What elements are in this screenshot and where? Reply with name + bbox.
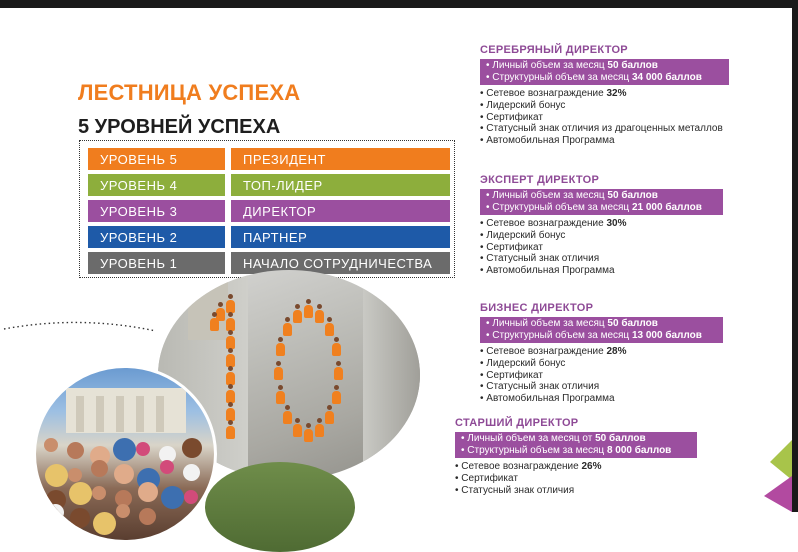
benefit-item: • Сертификат: [480, 111, 543, 123]
level-name: ПРЕЗИДЕНТ: [231, 148, 450, 170]
person-head: [334, 385, 339, 390]
person-head: [306, 423, 311, 428]
person-figure: [325, 411, 334, 424]
person-figure: [274, 367, 283, 380]
person-head: [228, 420, 233, 425]
person-figure: [325, 323, 334, 336]
person-figure: [210, 318, 219, 331]
person-figure: [315, 310, 324, 323]
person-head: [317, 304, 322, 309]
level-name: ДИРЕКТОР: [231, 200, 450, 222]
network-reward: • Сетевое вознаграждение 28%: [480, 346, 627, 357]
level-number: УРОВЕНЬ 1: [88, 252, 225, 274]
person-figure: [315, 424, 324, 437]
benefits-list: [480, 346, 723, 405]
crowd-photo-image: [33, 365, 217, 543]
person-head: [306, 299, 311, 304]
personal-volume: • Личный объем за месяц от 50 баллов: [461, 433, 646, 444]
person-figure: [293, 310, 302, 323]
volume-box: [480, 59, 729, 85]
benefit-item: • Сертификат: [480, 369, 543, 381]
person-head: [285, 405, 290, 410]
person-figure: [283, 323, 292, 336]
person-figure: [334, 367, 343, 380]
level-row-2: [88, 226, 454, 248]
person-figure: [332, 343, 341, 356]
person-figure: [276, 343, 285, 356]
benefit-item: • Статусный знак отличия из драгоценных металлов: [480, 123, 723, 135]
crowd-figure: [45, 464, 68, 487]
personal-volume: • Личный объем за месяц 50 баллов: [486, 318, 658, 329]
network-reward: • Сетевое вознаграждение 30%: [480, 218, 627, 229]
level-number: УРОВЕНЬ 3: [88, 200, 225, 222]
director-block-silver: [480, 44, 729, 147]
person-head: [228, 312, 233, 317]
person-figure: [304, 305, 313, 318]
crowd-figure: [138, 482, 158, 502]
level-row-4: [88, 174, 454, 196]
person-head: [212, 312, 217, 317]
level-name: ТОП-ЛИДЕР: [231, 174, 450, 196]
level-name: ПАРТНЕР: [231, 226, 450, 248]
person-head: [278, 385, 283, 390]
structural-volume: • Структурный объем за месяц 13 000 баллов: [486, 329, 702, 341]
level-name: НАЧАЛО СОТРУДНИЧЕСТВА: [231, 252, 450, 274]
person-head: [228, 384, 233, 389]
volume-box: [455, 432, 697, 458]
person-head: [336, 361, 341, 366]
network-reward: • Сетевое вознаграждение 26%: [455, 461, 602, 472]
crowd-figure: [183, 464, 200, 481]
crowd-figure: [69, 482, 92, 505]
person-head: [285, 317, 290, 322]
benefits-list: [480, 218, 723, 277]
crowd-figure: [44, 438, 58, 452]
crowd-figure: [68, 468, 82, 482]
person-head: [278, 337, 283, 342]
crowd-figure: [136, 442, 150, 456]
nature-photo-image: [205, 462, 355, 552]
person-head: [228, 330, 233, 335]
benefit-item: • Лидерский бонус: [480, 357, 566, 369]
director-title: СЕРЕБРЯНЫЙ ДИРЕКТОР: [480, 44, 628, 56]
crowd-figure: [47, 504, 64, 521]
structural-volume: • Структурный объем за месяц 34 000 баллов: [486, 71, 702, 83]
crowd-figure: [139, 508, 156, 525]
dotted-arc-decoration: [0, 317, 160, 337]
director-block-senior: [455, 417, 697, 496]
level-row-3: [88, 200, 454, 222]
crowd-figure: [184, 490, 198, 504]
person-figure: [304, 429, 313, 442]
structural-volume: • Структурный объем за месяц 8 000 баллов: [461, 444, 672, 456]
person-figure: [276, 391, 285, 404]
person-head: [327, 405, 332, 410]
page-title: ЛЕСТНИЦА УСПЕХА: [78, 80, 301, 105]
director-title: БИЗНЕС ДИРЕКТОР: [480, 302, 594, 314]
person-figure: [293, 424, 302, 437]
right-edge-bar: [792, 0, 798, 512]
volume-box: [480, 317, 723, 343]
crowd-figure: [93, 512, 116, 535]
volume-box: [480, 189, 723, 215]
benefit-item: • Статусный знак отличия: [480, 253, 600, 265]
personal-volume: • Личный объем за месяц 50 баллов: [486, 60, 658, 71]
director-block-expert: [480, 174, 723, 277]
crowd-figure: [113, 438, 136, 461]
director-title: ЭКСПЕРТ ДИРЕКТОР: [480, 174, 600, 186]
person-head: [228, 348, 233, 353]
level-number: УРОВЕНЬ 2: [88, 226, 225, 248]
person-head: [334, 337, 339, 342]
benefit-item: • Статусный знак отличия: [480, 381, 600, 393]
person-head: [276, 361, 281, 366]
crowd-figure: [182, 438, 202, 458]
page-subtitle: 5 УРОВНЕЙ УСПЕХА: [78, 116, 281, 138]
level-number: УРОВЕНЬ 5: [88, 148, 225, 170]
corner-decoration: [762, 440, 792, 512]
network-reward: • Сетевое вознаграждение 32%: [480, 88, 627, 99]
person-head: [295, 418, 300, 423]
benefit-item: • Сертификат: [480, 241, 543, 253]
crowd-figure: [91, 460, 108, 477]
benefit-item: • Лидерский бонус: [480, 229, 566, 241]
top-edge-bar: [0, 0, 798, 8]
person-head: [327, 317, 332, 322]
person-figure: [226, 426, 235, 439]
crowd-figure: [92, 486, 106, 500]
person-figure: [332, 391, 341, 404]
benefits-list: [480, 88, 729, 147]
personal-volume: • Личный объем за месяц 50 баллов: [486, 190, 658, 201]
crowd-figure: [114, 464, 134, 484]
director-block-business: [480, 302, 723, 405]
person-head: [228, 366, 233, 371]
benefit-item: • Автомобильная Программа: [480, 393, 615, 405]
levels-table: [79, 140, 455, 278]
crowd-figure: [116, 504, 130, 518]
person-figure: [283, 411, 292, 424]
crowd-figure: [70, 508, 90, 528]
person-head: [228, 402, 233, 407]
director-title: СТАРШИЙ ДИРЕКТОР: [455, 417, 579, 429]
benefit-item: • Сертификат: [455, 472, 518, 484]
benefit-item: • Автомобильная Программа: [480, 265, 615, 277]
level-row-5: [88, 148, 454, 170]
benefits-list: [455, 461, 697, 496]
person-head: [295, 304, 300, 309]
structural-volume: • Структурный объем за месяц 21 000 баллов: [486, 201, 702, 213]
person-head: [218, 302, 223, 307]
benefit-item: • Лидерский бонус: [480, 99, 566, 111]
benefit-item: • Автомобильная Программа: [480, 135, 615, 147]
crowd-figure: [67, 442, 84, 459]
level-number: УРОВЕНЬ 4: [88, 174, 225, 196]
benefit-item: • Статусный знак отличия: [455, 484, 575, 496]
person-head: [228, 294, 233, 299]
crowd-figure: [161, 486, 184, 509]
crowd-figure: [160, 460, 174, 474]
person-head: [317, 418, 322, 423]
